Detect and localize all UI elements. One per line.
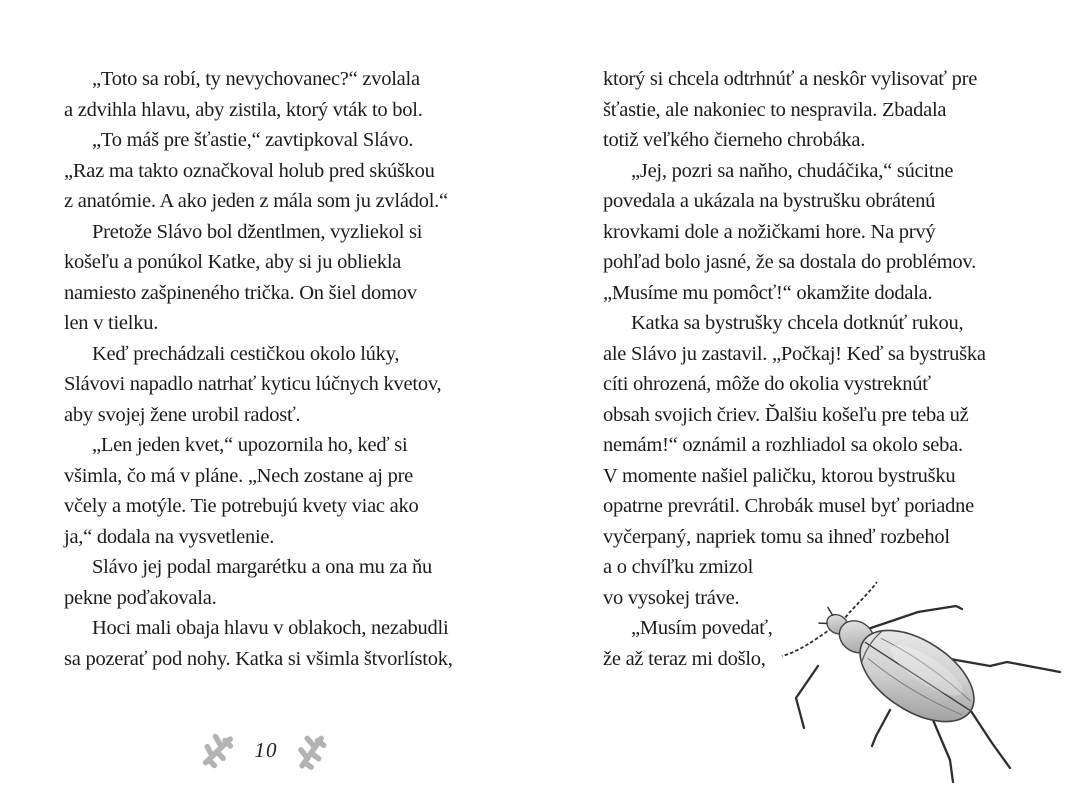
text-line: V momente našiel paličku, ktorou bystrušku [603, 464, 956, 487]
text-line: sa pozerať pod nohy. Katka si všimla štvorlístok, [64, 647, 453, 670]
text-line: aby svojej žene urobil radosť. [64, 403, 301, 426]
text-line: včely a motýle. Tie potrebujú kvety viac ako [64, 495, 419, 517]
text-line: „Jej, pozri sa naňho, chudáčika,“ súcitne [631, 159, 954, 182]
text-line: „To máš pre šťastie,“ zavtipkoval Slávo. [92, 129, 414, 151]
text-line: nemám!“ oznámil a rozhliadol sa okolo seba. [603, 434, 963, 456]
text-line: Katka sa bystrušky chcela dotknúť rukou, [631, 312, 964, 334]
text-line: Slávovi napadlo natrhať kyticu lúčnych kvetov, [64, 373, 442, 395]
text-line: povedala a ukázala na bystrušku obrátenú [603, 190, 936, 212]
text-line: Keď prechádzali cestičkou okolo lúky, [92, 342, 400, 365]
text-line: že až teraz mi došlo, [603, 647, 766, 670]
text-line: len v tielku. [64, 312, 159, 334]
text-line: obsah svojich čriev. Ďalšiu košeľu pre teba už [603, 403, 969, 426]
text-line: a zdvihla hlavu, aby zistila, ktorý vták to bol. [64, 98, 423, 121]
text-line: cíti ohrozená, môže do okolia vystreknúť [603, 373, 931, 395]
text-line: „Musím povedať, [631, 617, 773, 639]
text-line: vyčerpaný, napriek tomu sa ihneď rozbehol [603, 525, 950, 548]
text-line: totiž veľkého čierneho chrobáka. [603, 129, 866, 151]
text-line: ale Slávo ju zastavil. „Počkaj! Keď sa bystruška [603, 342, 986, 365]
text-line: pekne poďakovala. [64, 586, 217, 609]
text-line: košeľu a ponúkol Katke, aby si ju obliekla [64, 251, 402, 273]
text-line: Pretože Slávo bol džentlmen, vyzliekol si [92, 220, 423, 243]
leaf-sprig-icon [199, 728, 241, 772]
left-page-text [64, 64, 534, 674]
page-number: 10 [254, 737, 278, 762]
text-line: „Toto sa robí, ty nevychovanec?“ zvolala [92, 68, 420, 90]
text-line: namiesto zašpineného trička. On šiel domov [64, 281, 417, 304]
text-line: Hoci mali obaja hlavu v oblakoch, nezabudli [92, 617, 449, 639]
text-line: opatrne prevrátil. Chrobák musel byť poriadne [603, 495, 974, 517]
text-line: „Raz ma takto označkoval holub pred skúškou [64, 159, 435, 182]
text-line: z anatómie. A ako jeden z mála som ju zvládol.“ [64, 190, 448, 212]
text-line: ja,“ dodala na vysvetlenie. [64, 525, 275, 548]
page-footer [196, 724, 336, 776]
leaf-sprig-icon [292, 727, 334, 773]
text-line: Slávo jej podal margarétku a ona mu za ňu [92, 556, 433, 578]
beetle-illustration [770, 570, 1070, 800]
text-line: krovkami dole a nožičkami hore. Na prvý [603, 220, 936, 243]
text-line: šťastie, ale nakoniec to nespravila. Zbadala [603, 98, 947, 121]
text-line: ktorý si chcela odtrhnúť a neskôr vylisovať pre [603, 68, 978, 90]
text-line: pohľad bolo jasné, že sa dostala do problémov. [603, 251, 976, 273]
text-line: „Len jeden kvet,“ upozornila ho, keď si [92, 434, 408, 456]
text-line: a o chvíľku zmizol [603, 556, 754, 578]
text-line: „Musíme mu pomôcť!“ okamžite dodala. [603, 281, 933, 304]
text-line: všimla, čo má v pláne. „Nech zostane aj pre [64, 464, 413, 487]
text-line: vo vysokej tráve. [603, 586, 740, 609]
